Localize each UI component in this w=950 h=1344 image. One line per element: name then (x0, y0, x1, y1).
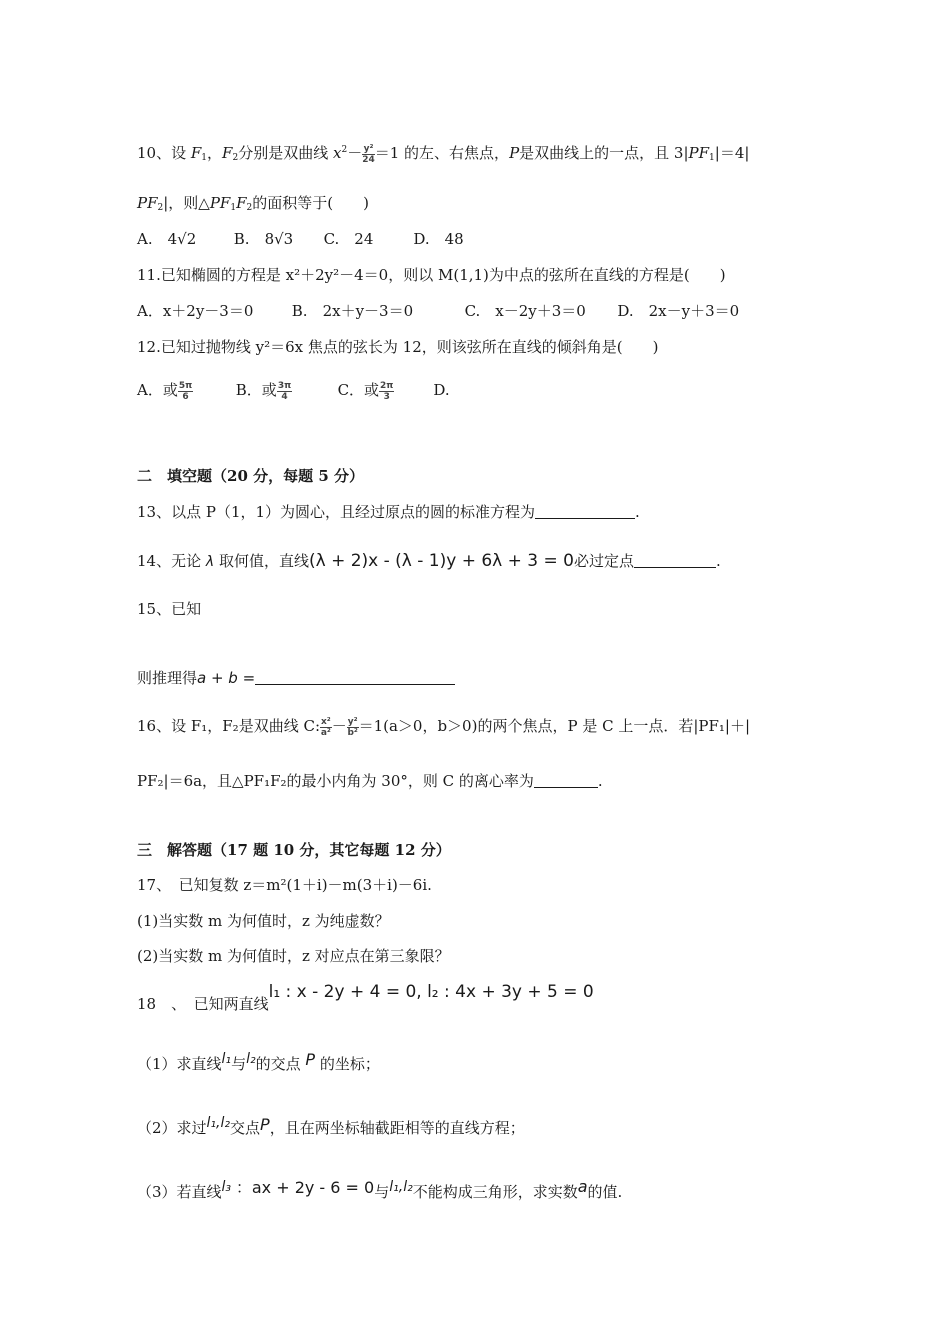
q18-part2-text: （2）求过 (137, 1119, 207, 1137)
f1-symbol: F (190, 144, 202, 162)
fraction-denominator: a² (320, 727, 331, 738)
q14-line-equation: (λ + 2)x - (λ - 1)y + 6λ + 3 = 0 (308, 551, 574, 571)
q18-part2-text-c: ，且在两坐标轴截距相等的直线方程； (269, 1119, 525, 1137)
fraction-numerator: y² (363, 143, 374, 154)
q16-text-c: PF₂|＝6a，且△PF₁F₂的最小内角为 30°，则 C 的离心率为 (137, 772, 534, 790)
q18-part1-text-b: 与 (231, 1055, 247, 1073)
fraction-denominator: 3 (383, 391, 390, 402)
q10-option-a: A. 4√2 (137, 230, 197, 248)
p-symbol: P (305, 1050, 316, 1069)
l2-symbol: l₂ (246, 1051, 256, 1067)
q12-option-b (236, 380, 333, 402)
section-two-heading: 二 填空题（20 分，每题 5 分） (137, 467, 364, 485)
fraction-numerator: y² (347, 716, 358, 727)
fraction-numerator: 2π (380, 380, 394, 391)
answer-blank[interactable] (634, 553, 716, 568)
q10-text-e: |＝4| (714, 144, 750, 162)
q12-a-fraction (178, 381, 193, 402)
q15-line1: 15、已知 (137, 600, 202, 618)
q17-part1: (1)当实数 m 为何值时，z 为纯虚数？ (137, 912, 390, 930)
q18-part2 (137, 1115, 525, 1139)
q16-line2 (137, 771, 603, 791)
fraction-numerator: 3π (277, 380, 292, 391)
q18-part3-text-b: 与 (374, 1183, 390, 1201)
q14-text: 14、无论 (137, 552, 202, 570)
q18-text: 18 、 已知两直线 (137, 995, 269, 1013)
q12-option-a (137, 380, 231, 402)
q11-option-b: B. 2x＋y－3＝0 (291, 302, 414, 320)
triangle-symbol: PF (209, 194, 231, 212)
q18-part3-text-d: 的值. (587, 1183, 623, 1201)
p-symbol: P (509, 144, 520, 162)
q15-expression: a + b = (197, 669, 256, 687)
q18-part1-text-c: 的交点 (255, 1055, 301, 1073)
q18-part3 (137, 1177, 623, 1203)
q12-option-d: D. (433, 381, 450, 399)
pf2-symbol: PF (137, 194, 158, 212)
q16-text: 16、设 F₁，F₂是双曲线 C: (137, 717, 320, 735)
l1-l2-symbol: l₁,l₂ (389, 1179, 413, 1195)
q11-option-a: A．x＋2y－3＝0 (137, 302, 254, 320)
l3-equation: ：ax + 2y - 6 = 0 (235, 1178, 375, 1197)
q10-text-c: ＝1 的左、右焦点， (374, 144, 510, 162)
period: . (716, 552, 721, 570)
q18-part1 (137, 1050, 380, 1075)
q16-line1 (137, 716, 750, 738)
q10-option-c: C. 24 (323, 230, 374, 248)
q18-stem (137, 982, 594, 1013)
answer-blank[interactable] (534, 773, 598, 788)
q14 (137, 551, 721, 572)
q12-option-c (338, 380, 429, 402)
q10-text: 10、设 (137, 144, 187, 162)
q13 (137, 502, 640, 522)
fraction-denominator: 24 (362, 154, 375, 165)
q10-text-d: 是双曲线上的一点，且 3| (519, 144, 689, 162)
q18-part1-text: （1）求直线 (137, 1055, 222, 1073)
q12-option-b-label: B．或 (235, 381, 277, 399)
period: . (635, 503, 640, 521)
q16-fraction-y (347, 717, 359, 738)
q11-option-c: C. x－2y＋3＝0 (464, 302, 586, 320)
q11-option-d: D. 2x－y＋3＝0 (617, 302, 740, 320)
a-symbol: a (577, 1177, 588, 1196)
q12-option-c-label: C．或 (337, 381, 380, 399)
x-var: x (333, 144, 342, 162)
pf1-symbol: PF (688, 144, 710, 162)
q15-line2 (137, 668, 455, 688)
q13-text: 13、以点 P（1，1）为圆心，且经过原点的圆的标准方程为 (137, 503, 536, 521)
minus-sign: － (347, 144, 363, 162)
q17-part2: (2)当实数 m 为何值时，z 对应点在第三象限？ (137, 947, 450, 965)
q15-text: 则推理得 (137, 669, 198, 687)
q10-line2: $PF_2|$，则$\triangle PF_1F_2$的面积等于( ) (137, 194, 369, 213)
fraction-numerator: 5π (178, 380, 193, 391)
q11-stem: 11.已知椭圆的方程是 x²＋2y²－4＝0，则以 M(1,1)为中点的弦所在直线的方程是( ) (137, 266, 726, 284)
q10-text-g: 的面积等于( ) (252, 194, 369, 212)
fraction-denominator: b² (347, 727, 358, 738)
q12-b-fraction (277, 381, 292, 402)
q16-fraction-x (320, 717, 332, 738)
q12-options (137, 380, 450, 402)
q10-options (137, 229, 464, 249)
q16-text-b: ＝1(a＞0，b＞0)的两个焦点，P 是 C 上一点．若|PF₁|＋| (358, 717, 751, 735)
lambda-symbol: λ (205, 554, 215, 570)
q17-stem: 17、 已知复数 z＝m²(1＋i)－m(3＋i)－6i. (137, 876, 432, 894)
q18-part1-text-d: 的坐标； (319, 1055, 380, 1073)
q10-text-b: 分别是双曲线 (238, 144, 329, 162)
minus-sign: － (331, 717, 347, 735)
l1-l2-symbol: l₁,l₂ (206, 1115, 231, 1131)
answer-blank[interactable] (255, 670, 455, 685)
answer-blank[interactable] (535, 504, 635, 519)
p-symbol: P (260, 1115, 270, 1134)
q18-part3-text-c: 不能构成三角形，求实数 (412, 1183, 578, 1201)
period: . (597, 772, 603, 790)
q10-line1: 10、设 $F_1$，$F_2$分别是双曲线 $x^2-$ $\frac{\text{y²}}{24}$ ＝1 的左、右焦点，P是双曲线上的一点，且 $3|PF_1|=4|$ (137, 143, 750, 165)
q18-part2-text-b: 交点 (230, 1119, 261, 1137)
q12-stem: 12.已知过抛物线 y²＝6x 焦点的弦长为 12，则该弦所在直线的倾斜角是( ) (137, 338, 659, 356)
q10-option-d: D. 48 (413, 230, 464, 248)
q12-c-fraction (379, 381, 394, 402)
q10-text-f: |，则△ (163, 194, 210, 212)
q10-option-b: B. 8√3 (233, 230, 294, 248)
f2-symbol: F (222, 144, 233, 162)
q18-part3-text: （3）若直线 (137, 1183, 222, 1201)
q12-option-a-label: A．或 (137, 381, 178, 399)
q18-equations: l₁ : x - 2y + 4 = 0, l₂ : 4x + 3y + 5 = 0 (268, 982, 594, 1002)
fraction-denominator: 4 (281, 391, 288, 402)
l3-symbol: l₃ (221, 1179, 232, 1195)
fraction-numerator: x² (321, 716, 331, 727)
l1-symbol: l₁ (221, 1051, 232, 1067)
fraction-denominator: 6 (182, 391, 189, 402)
q14-text-c: 必过定点 (573, 552, 634, 570)
section-three-heading: 三 解答题（17 题 10 分，其它每题 12 分） (137, 841, 451, 859)
q10-fraction (362, 144, 375, 165)
q11-options (137, 301, 739, 321)
q14-text-b: 取何值，直线 (218, 552, 309, 570)
